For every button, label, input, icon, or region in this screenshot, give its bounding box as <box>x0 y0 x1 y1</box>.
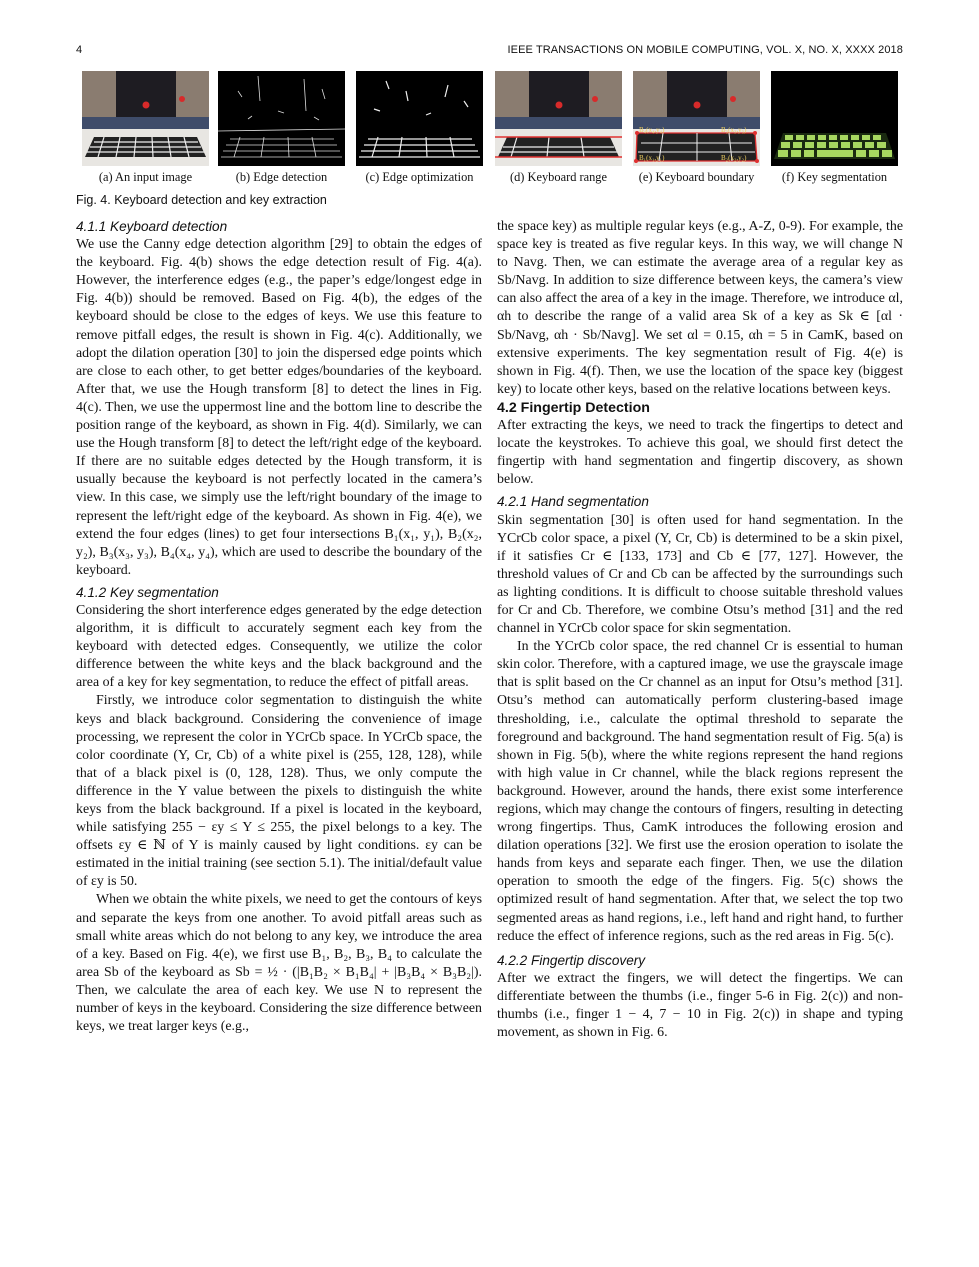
figure-4c-edge-optimization <box>356 71 483 166</box>
paragraph: After we extract the fingers, we will detect the fingertips. We can differentiate between the thumbs (i.e., finger 5-6 in Fig. 2(c)) and non-thumbs (i.e., finger 1 − 4, 7 − 10 in Fig. 2(c)) in shape and typing movement, as shown in Fig. 6. <box>497 970 903 1041</box>
paragraph: When we obtain the white pixels, we need to get the contours of keys and separate the keys from one another. To avoid pitfall areas such as small white areas which do not belong to any key, we introduce the area of a key. Based on Fig. 4(e), we first use B₁, B₂, B₃, B₄ to calculate the area Sb of the keyboard as Sb = ½ · (|B₁B₂ × B₁B₄| + |B₃B₄ × B₃B₂|). Then, we calculate the area of each key. We use N to represent the number of keys in the keyboard. Considering the size difference between keys, we treat larger keys (e.g., <box>76 892 482 1035</box>
paragraph: Considering the short interference edges generated by the edge detection algorithm, it is difficult to accurately segment each key from the keyboard with detected edges. Consequently, we utilize the color difference between the white keys and the black background and the area of a key for key segmentation, to reduce the effect of pitfall areas. <box>76 602 482 691</box>
subcaption-c: (c) Edge optimization <box>365 170 474 184</box>
heading-4-1-1: 4.1.1 Keyboard detection <box>76 219 228 234</box>
left-column <box>76 218 482 1036</box>
paragraph: Firstly, we introduce color segmentation to distinguish the white keys and black background. Considering the convenience of image processing, we represent the color in YCrCb space. In YCrCb space, the color coordinate (Y, Cr, Cb) of a white pixel is (255, 128, 128), while that of a black pixel is (0, 128, 128). Thus, we only compute the difference in the Y value between the pixels to distinguish the white keys from the black background. If a pixel is located in the keyboard, while satisfying 255 − εy ≤ Y ≤ 255, the pixel belongs to a key. The offsets εy ∈ ℕ of Y is mainly caused by light conditions. εy can be estimated in the initial training (see section 5.1). The initial/default value of εy is 50. <box>76 693 482 890</box>
figure-caption: Fig. 4. Keyboard detection and key extraction <box>76 193 327 207</box>
figure-4e-keyboard-boundary <box>633 71 760 166</box>
heading-4-2-2: 4.2.2 Fingertip discovery <box>497 952 646 968</box>
boundary-label-b4: B₄(x₄,y₄) <box>639 126 665 134</box>
subcaption-e: (e) Keyboard boundary <box>638 170 755 184</box>
paragraph: the space key) as multiple regular keys (e.g., A-Z, 0-9). For example, the space key is treated as five regular keys. In this way, we will change N to Navg. Then, we can estimate the average area of a regular key as Sb/Navg. In addition to size difference between keys, the camera’s view can also affect the area of a key in the image. Therefore, we introduce αl, αh to describe the range of a valid area Sk of a key as Sk ∈ [αl · Sb/Navg, αh · Sb/Navg]. We set αl = 0.15, αh = 5 in CamK, based on extensive experiments. The key segmentation result of Fig. 4(e) is shown in Fig. 4(f). Then, we use the location of the space key (biggest key) to locate other keys, based on the relative locations between keys. <box>497 219 903 397</box>
heading-4-2-1: 4.2.1 Hand segmentation <box>497 494 649 510</box>
right-column <box>497 218 903 1042</box>
page-number: 4 <box>76 44 83 56</box>
paragraph: After extracting the keys, we need to track the fingertips to detect and locate the keystrokes. To achieve this goal, we should first detect the fingertip with hand segmentation and fingertip discovery, as shown below. <box>497 418 903 488</box>
subcaption-b: (b) Edge detection <box>235 170 328 184</box>
figure-4a-input-image <box>82 71 209 166</box>
subcaption-a: (a) An input image <box>98 170 193 184</box>
boundary-label-b1: B₁(x₁,y₁) <box>639 154 665 162</box>
subcaption-f: (f) Key segmentation <box>781 170 888 184</box>
figure-4f-key-segmentation <box>771 71 898 166</box>
subcaption-d: (d) Keyboard range <box>509 170 607 184</box>
boundary-label-b3: B₃(x₃,y₃) <box>721 126 747 134</box>
figure-4b-edge-detection <box>218 71 345 166</box>
running-header: IEEE TRANSACTIONS ON MOBILE COMPUTING, VOL. X, NO. X, XXXX 2018 <box>507 44 903 56</box>
paragraph: We use the Canny edge detection algorithm [29] to obtain the edges of the keyboard. Fig. 4(b) shows the edge detection result of Fig. 4(a). However, the interference edges (e.g., the paper’s edge/longest edge in Fig. 4(b)) should be removed. Based on Fig. 4(b), the edges of the keyboard should be close to the edges of keys. We use this feature to remove pitfall edges, the result is shown in Fig. 4(c). Additionally, we adopt the dilation operation [30] to join the dispersed edge points which are close to each other, to get better edges/boundaries of the keyboard. After that, we use the Hough transform [8] to detect the lines in Fig. 4(c). Then, we use the uppermost line and the bottom line to describe the position range of the keyboard, as shown in Fig. 4(d). Similarly, we can use the Hough transform [8] to detect the left/right edge of the keyboard. If there are no suitable edges detected by the Hough transform, it is usually because the keyboard is not perfectly located in the camera’s view. In this case, we simply use the left/right boundary of the image to represent the left/right edge of the keyboard. As shown in Fig. 4(e), we extend the four edges (lines) to get four intersections B₁(x₁, y₁), B₂(x₂, y₂), B₃(x₃, y₃), B₄(x₄, y₄), which are used to describe the boundary of the keyboard. <box>76 237 482 578</box>
heading-4-2: 4.2 Fingertip Detection <box>497 399 650 416</box>
figure-4d-keyboard-range <box>495 71 622 166</box>
heading-4-1-2: 4.1.2 Key segmentation <box>76 584 219 600</box>
boundary-label-b2: B₂(x₂,y₂) <box>721 154 747 162</box>
paragraph: In the YCrCb color space, the red channel Cr is essential to human skin color. Therefore, with a captured image, we use the grayscale image that is split based on the Cr channel as an input for Otsu’s method [31]. Otsu’s method can automatically perform clustering-based image thresholding, i.e., calculate the optimal threshold to separate the foreground and background. The hand segmentation result of Fig. 5(a) is shown in Fig. 5(b), where the white regions represent the hand regions with high value in Cr channel, while the black regions represent the background. However, around the hands, there exist some interference regions, which may change the contours of fingers, resulting in detecting wrong fingertips. Thus, CamK introduces the following erosion and dilation operations [32]. We first use the erosion operation to isolate the hands from keys and separate each finger. Then, we use the dilation operation to smooth the edge of the fingers. Fig. 5(c) shows the optimized result of hand segmentation. After that, we select the top two segmented areas as hand regions, i.e., left hand and right hand, to further reduce the effect of inference regions, such as the red areas in Fig. 5(c). <box>497 639 903 944</box>
paragraph: Skin segmentation [30] is often used for hand segmentation. In the YCrCb color space, a pixel (Y, Cr, Cb) is determined to be a skin pixel, if it satisfies Cr ∈ [133, 173] and Cb ∈ [77, 127]. However, the threshold values of Cr and Cb can be affected by the surroundings such as lighting conditions. It is difficult to choose suitable threshold values for Cr and Cb. Therefore, we combine Otsu’s method [31] and the red channel in YCrCb color space for skin segmentation. <box>497 512 903 637</box>
